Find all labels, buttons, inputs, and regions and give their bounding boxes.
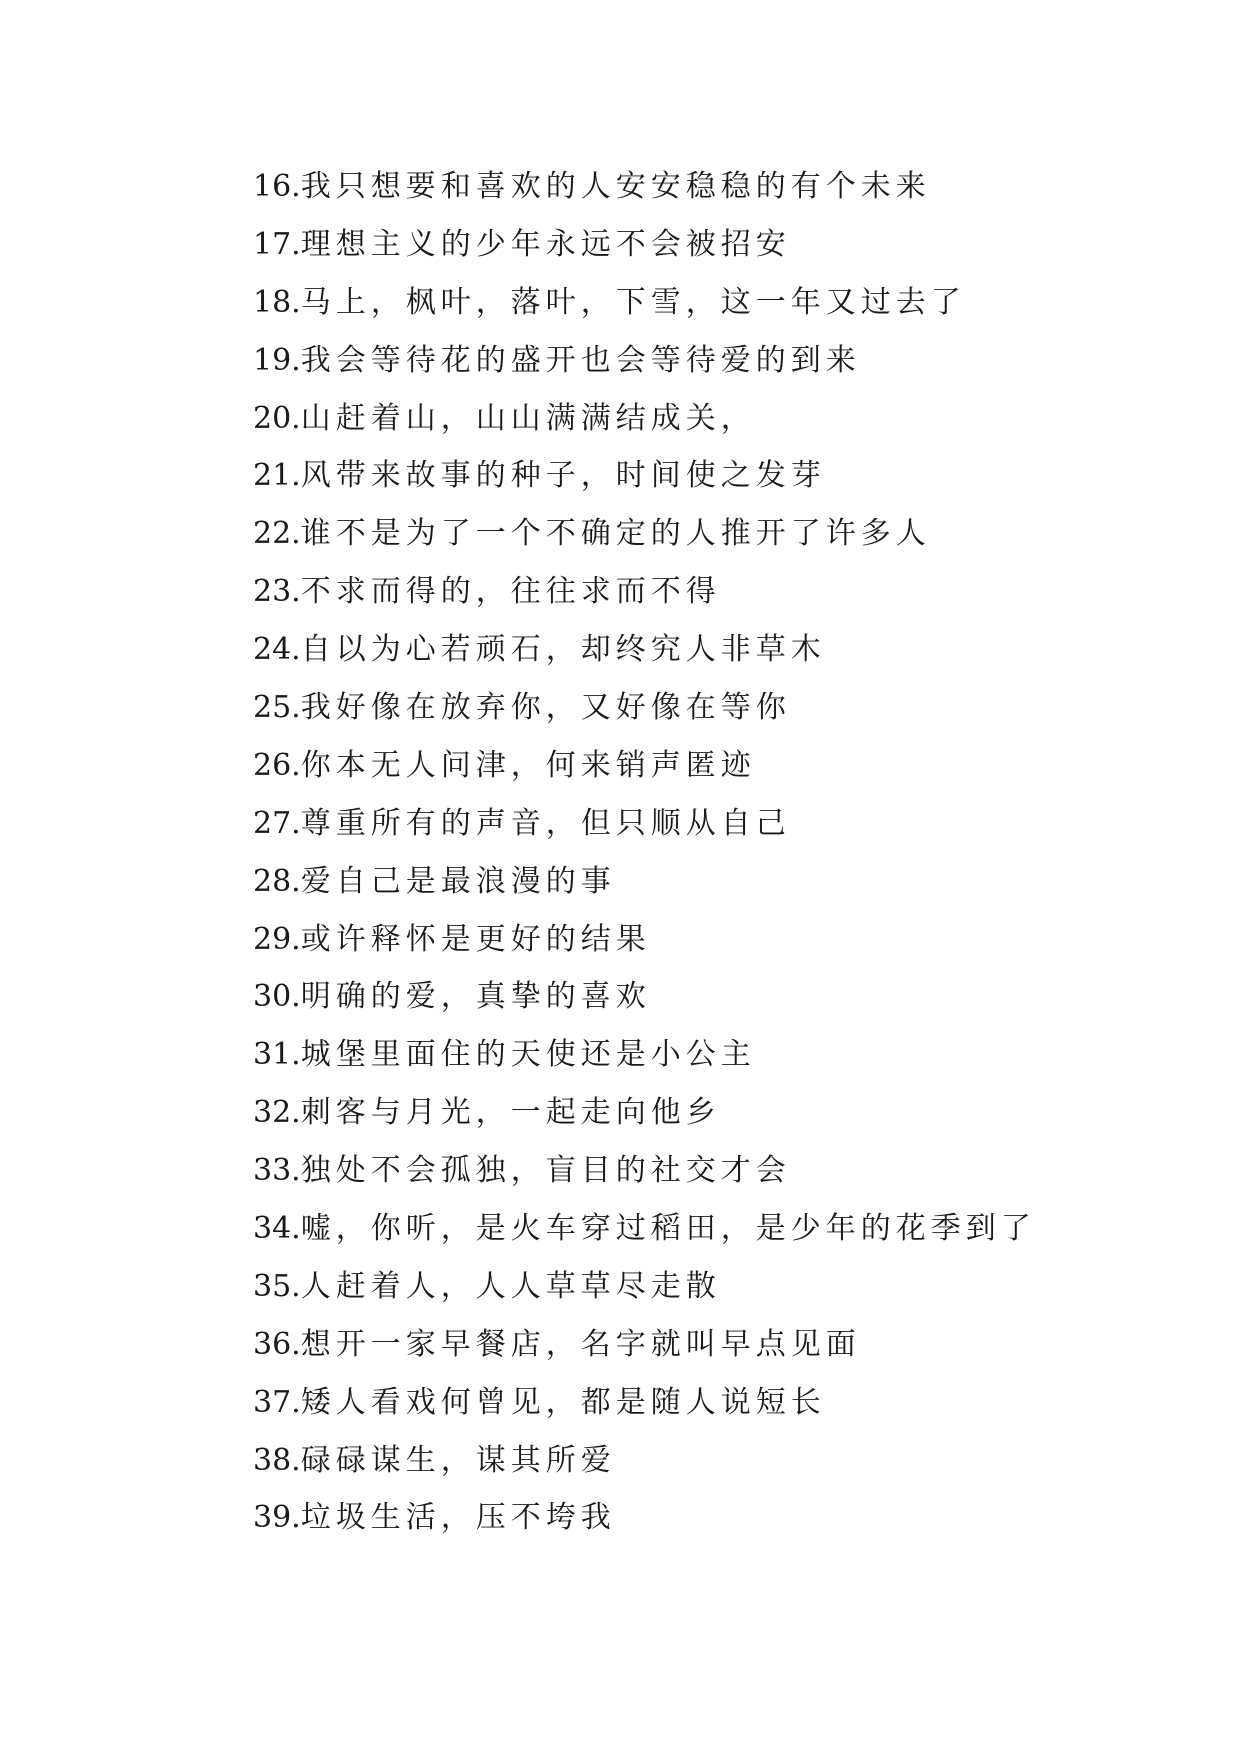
quote-line [253, 853, 1153, 911]
quote-line [253, 390, 1153, 448]
quote-line [253, 911, 1153, 969]
line-number: 36. [253, 1326, 301, 1362]
line-number: 26. [253, 747, 301, 783]
line-text: 想开一家早餐店，名字就叫早点见面 [300, 1326, 861, 1362]
quote-line [253, 795, 1153, 853]
line-text: 城堡里面住的天使还是小公主 [300, 1037, 756, 1073]
line-number: 23. [253, 574, 301, 610]
line-number: 27. [253, 805, 301, 841]
line-number: 28. [253, 863, 301, 899]
quote-line [253, 679, 1153, 737]
line-number: 17. [253, 226, 301, 262]
quote-line [253, 621, 1153, 679]
line-number: 37. [253, 1384, 301, 1420]
line-text: 自以为心若顽石，却终究人非草木 [300, 632, 826, 668]
quote-line [253, 1258, 1153, 1316]
line-text: 谁不是为了一个不确定的人推开了许多人 [300, 516, 931, 552]
quote-line [253, 1432, 1153, 1490]
numbered-quote-list [253, 158, 1153, 1547]
quote-line [253, 1142, 1153, 1200]
quote-line [253, 158, 1153, 216]
line-text: 我会等待花的盛开也会等待爱的到来 [300, 342, 861, 378]
line-number: 34. [253, 1211, 301, 1247]
line-text: 爱自己是最浪漫的事 [300, 863, 616, 899]
line-text: 独处不会孤独，盲目的社交才会 [300, 1153, 791, 1189]
line-text: 理想主义的少年永远不会被招安 [300, 226, 791, 262]
line-text: 我好像在放弃你，又好像在等你 [300, 690, 791, 726]
line-number: 20. [253, 400, 301, 436]
quote-line [253, 1489, 1153, 1547]
line-text: 垃圾生活，压不垮我 [300, 1500, 616, 1536]
quote-line [253, 968, 1153, 1026]
line-text: 马上，枫叶，落叶，下雪，这一年又过去了 [300, 284, 966, 320]
line-text: 我只想要和喜欢的人安安稳稳的有个未来 [300, 169, 931, 204]
quote-line [253, 1084, 1153, 1142]
quote-line [253, 563, 1153, 621]
line-text: 刺客与月光，一起走向他乡 [300, 1095, 721, 1131]
line-text: 不求而得的，往往求而不得 [300, 574, 721, 610]
quote-line [253, 1374, 1153, 1432]
line-number: 30. [253, 979, 301, 1015]
line-number: 39. [253, 1500, 301, 1536]
line-text: 碌碌谋生，谋其所爱 [300, 1442, 616, 1478]
line-number: 22. [253, 516, 301, 552]
line-number: 35. [253, 1268, 301, 1304]
line-text: 尊重所有的声音，但只顺从自己 [300, 805, 791, 841]
line-number: 33. [253, 1153, 301, 1189]
quote-line [253, 216, 1153, 274]
quote-line [253, 505, 1153, 563]
line-number: 31. [253, 1037, 301, 1073]
line-text: 矮人看戏何曾见，都是随人说短长 [300, 1384, 826, 1420]
line-text: 明确的爱，真挚的喜欢 [300, 979, 651, 1015]
quote-line [253, 1026, 1153, 1084]
line-number: 24. [253, 632, 301, 668]
line-text: 你本无人问津，何来销声匿迹 [300, 747, 756, 783]
line-number: 18. [253, 284, 301, 320]
line-number: 29. [253, 921, 301, 957]
line-text: 山赶着山，山山满满结成关， [300, 400, 756, 436]
quote-line [253, 1316, 1153, 1374]
line-text: 嘘，你听，是火车穿过稻田，是少年的花季到了 [300, 1211, 1036, 1247]
line-number: 21. [253, 458, 301, 494]
quote-line [253, 447, 1153, 505]
quote-line [253, 274, 1153, 332]
line-text: 风带来故事的种子，时间使之发芽 [300, 458, 826, 494]
line-number: 25. [253, 690, 301, 726]
line-text: 人赶着人，人人草草尽走散 [300, 1268, 721, 1304]
line-number: 32. [253, 1095, 301, 1131]
line-number: 16. [253, 169, 301, 204]
line-number: 38. [253, 1442, 301, 1478]
quote-line [253, 1200, 1153, 1258]
line-number: 19. [253, 342, 301, 378]
quote-line [253, 332, 1153, 390]
quote-line [253, 737, 1153, 795]
line-text: 或许释怀是更好的结果 [300, 921, 651, 957]
